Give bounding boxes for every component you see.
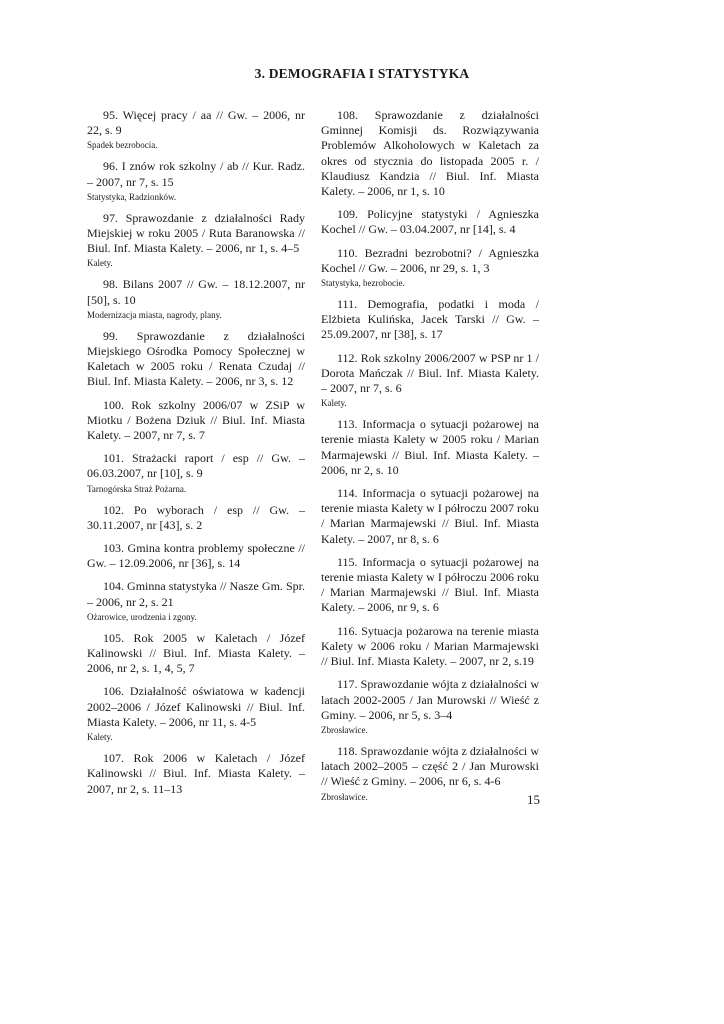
entry-text: 103. Gmina kontra problemy społeczne // Gw. – 12.09.2006, nr [36], s. 14 (87, 541, 305, 571)
entry-keywords: Kalety. (87, 732, 113, 743)
entry-text: 108. Sprawozdanie z działalności Gminnej Komisji ds. Rozwiązywania Problemów Alkoholowych w Kaletach za okres od stycznia do listopada 2005 r. / Klaudiusz Kandzia // Biul. Inf. Miasta Kalety. – 2006, nr 1, s. 10 (321, 108, 539, 199)
entry-keywords: Zbrosławice. (321, 724, 368, 735)
entry-keywords: Modernizacja miasta, nagrody, plany. (87, 309, 222, 320)
entry-text: 105. Rok 2005 w Kaletach / Józef Kalinowski // Biul. Inf. Miasta Kalety. – 2006, nr 2, s. 1, 4, 5, 7 (87, 630, 305, 676)
entry-text: 112. Rok szkolny 2006/2007 w PSP nr 1 / Dorota Mańczak // Biul. Inf. Miasta Kalety. – 2007, nr 7, s. 6 (321, 350, 539, 396)
entry-text: 98. Bilans 2007 // Gw. – 18.12.2007, nr [50], s. 10 (87, 277, 305, 307)
bibliography-entry (87, 503, 305, 533)
entry-text: 97. Sprawozdanie z działalności Rady Miejskiej w roku 2005 / Ruta Baranowska // Biul. Inf. Miasta Kalety. – 2006, nr 1, s. 4–5 (87, 210, 305, 256)
bibliography-entry (87, 631, 305, 677)
right-column (321, 108, 539, 811)
bibliography-entry (321, 246, 539, 289)
entry-text: 99. Sprawozdanie z działalności Miejskiego Ośrodka Pomocy Społecznej w Kaletach w 2005 roku / Renata Czudaj // Biul. Inf. Miasta Kalety. – 2006, nr 3, s. 12 (87, 328, 305, 389)
entry-text: 96. I znów rok szkolny / ab // Kur. Radz. – 2007, nr 7, s. 15 (87, 159, 305, 189)
entry-text: 107. Rok 2006 w Kaletach / Józef Kalinowski // Biul. Inf. Miasta Kalety. – 2007, nr 2, s. 11–13 (87, 751, 305, 796)
bibliography-entry (87, 451, 305, 494)
entry-text: 116. Sytuacja pożarowa na terenie miasta Kalety w 2006 roku / Marian Marmajewski // Biul. Inf. Miasta Kalety. – 2007, nr 2, s.19 (321, 623, 539, 669)
entry-text: 118. Sprawozdanie wójta z działalności w latach 2002–2005 – część 2 / Jan Murowski // Wieść z Gminy. – 2006, nr 6, s. 4-6 (321, 743, 539, 789)
bibliography-entry (87, 541, 305, 571)
entry-text: 117. Sprawozdanie wójta z działalności w latach 2002-2005 / Jan Murowski // Wieść z Gminy. – 2006, nr 5, s. 3–4 (321, 677, 539, 722)
bibliography-entry (321, 297, 539, 343)
page-title: 3. DEMOGRAFIA I STATYSTYKA (254, 66, 470, 81)
entry-keywords: Zbrosławice. (321, 791, 368, 802)
bibliography-entry (87, 751, 305, 797)
bibliography-entry (321, 677, 539, 736)
bibliography-entry (87, 211, 305, 270)
entry-keywords: Ożarowice, urodzenia i zgony. (87, 611, 197, 622)
entry-keywords: Kalety. (321, 398, 347, 409)
entry-keywords: Spadek bezrobocia. (87, 140, 158, 151)
entry-text: 100. Rok szkolny 2006/07 w ZSiP w Miotku / Bożena Dziuk // Biul. Inf. Miasta Kalety. – 2007, nr 7, s. 7 (87, 397, 305, 443)
entry-text: 95. Więcej pracy / aa // Gw. – 2006, nr 22, s. 9 (87, 108, 305, 138)
entry-keywords: Kalety. (87, 258, 113, 269)
entry-text: 114. Informacja o sytuacji pożarowej na terenie miasta Kalety w I półroczu 2007 roku / Marian Marmajewski // Biul. Inf. Miasta Kalety. – 2007, nr 8, s. 6 (321, 486, 539, 546)
bibliography-entry (87, 329, 305, 390)
entry-text: 109. Policyjne statystyki / Agnieszka Kochel // Gw. – 03.04.2007, nr [14], s. 4 (321, 207, 539, 237)
bibliography-entry (87, 277, 305, 320)
page-number: 15 (527, 792, 540, 807)
entry-keywords: Statystyka, Radzionków. (87, 191, 177, 202)
bibliography-entry (321, 417, 539, 478)
entry-text: 102. Po wyborach / esp // Gw. – 30.11.2007, nr [43], s. 2 (87, 502, 305, 532)
bibliography-entry (87, 579, 305, 622)
entry-text: 115. Informacja o sytuacji pożarowej na terenie miasta Kalety w I półroczu 2006 roku / Marian Marmajewski // Biul. Inf. Miasta Kalety. – 2006, nr 9, s. 6 (321, 554, 539, 615)
entry-keywords: Tarnogórska Straż Pożarna. (87, 483, 187, 494)
bibliography-entry (321, 744, 539, 803)
bibliography-entry (87, 398, 305, 444)
bibliography-entry (87, 108, 305, 151)
bibliography-entry (87, 159, 305, 202)
entry-keywords: Statystyka, bezrobocie. (321, 278, 405, 289)
left-column (87, 108, 305, 805)
bibliography-entry (321, 351, 539, 410)
bibliography-entry (87, 684, 305, 743)
bibliography-entry (321, 624, 539, 670)
entry-text: 104. Gminna statystyka // Nasze Gm. Spr. – 2006, nr 2, s. 21 (87, 579, 305, 609)
entry-text: 106. Działalność oświatowa w kadencji 2002–2006 / Józef Kalinowski // Biul. Inf. Miasta Kalety. – 2006, nr 11, s. 4-5 (87, 684, 305, 729)
entry-text: 113. Informacja o sytuacji pożarowej na terenie miasta Kalety w 2005 roku / Marian Marmajewski // Biul. Inf. Miasta Kalety. – 2006, nr 2, s. 10 (321, 417, 539, 477)
bibliography-entry (321, 108, 539, 199)
entry-text: 111. Demografia, podatki i moda / Elżbieta Kulińska, Jacek Tarski // Gw. – 25.09.2007, nr [38], s. 17 (321, 297, 539, 342)
entry-text: 110. Bezradni bezrobotni? / Agnieszka Kochel // Gw. – 2006, nr 29, s. 1, 3 (321, 245, 539, 275)
bibliography-entry (321, 207, 539, 237)
entry-text: 101. Strażacki raport / esp // Gw. – 06.03.2007, nr [10], s. 9 (87, 451, 305, 481)
bibliography-entry (321, 486, 539, 547)
bibliography-entry (321, 555, 539, 616)
